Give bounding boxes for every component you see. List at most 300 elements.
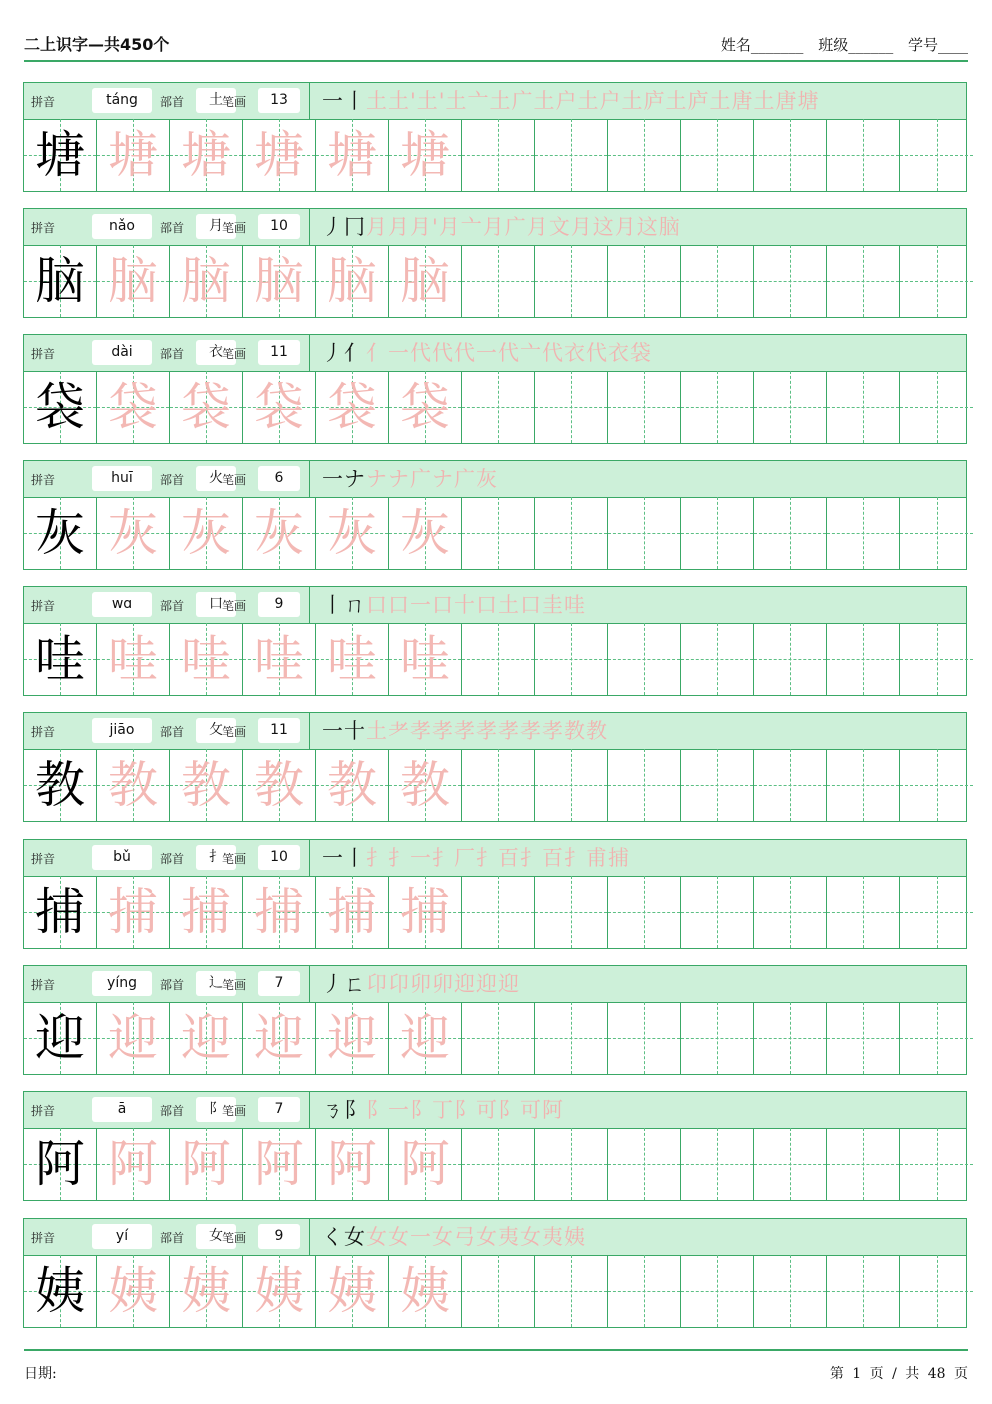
- trace-character-cell: [316, 119, 389, 191]
- trace-character: 脑: [108, 252, 158, 310]
- character-info-bar: [23, 460, 967, 498]
- character-info-bar: [23, 208, 967, 246]
- trace-character: 捕: [108, 883, 158, 941]
- model-character: 哇: [35, 630, 85, 688]
- empty-practice-cell[interactable]: [900, 119, 973, 191]
- empty-practice-cell[interactable]: [462, 1128, 535, 1200]
- radical-label: 部首: [160, 599, 185, 613]
- trace-character: 捕: [181, 883, 231, 941]
- radical-label: 部首: [160, 473, 185, 487]
- stroke-count-label: 笔画: [222, 852, 247, 866]
- stroke-count-value: 9: [258, 592, 300, 617]
- radical-label: 部首: [160, 1104, 185, 1118]
- character-block: [23, 460, 967, 571]
- character-info-bar: [23, 1091, 967, 1129]
- radical-value: 衣: [196, 340, 236, 365]
- writing-grid: [23, 119, 967, 192]
- trace-character: 塘: [181, 126, 231, 184]
- empty-practice-cell[interactable]: [900, 749, 973, 821]
- stroke-order-trace: ナナ广ナ广灰: [366, 467, 498, 491]
- stroke-order: [322, 1223, 962, 1251]
- writing-grid: [23, 876, 967, 949]
- character-block: [23, 334, 967, 445]
- empty-practice-cell[interactable]: [608, 1002, 681, 1074]
- empty-practice-cell[interactable]: [608, 749, 681, 821]
- pinyin-value: bǔ: [92, 845, 152, 870]
- empty-practice-cell[interactable]: [900, 623, 973, 695]
- empty-practice-cell[interactable]: [681, 1255, 754, 1327]
- trace-character: 袋: [254, 378, 304, 436]
- trace-character: 塘: [327, 126, 377, 184]
- trace-character-cell: [389, 1128, 462, 1200]
- trace-character-cell: [97, 371, 170, 443]
- radical-value: 辶: [196, 971, 236, 996]
- writing-grid: [23, 1128, 967, 1201]
- trace-character: 灰: [181, 504, 231, 562]
- stroke-count-value: 7: [258, 971, 300, 996]
- pinyin-value: yíng: [92, 971, 152, 996]
- empty-practice-cell[interactable]: [681, 497, 754, 569]
- character-block: [23, 965, 967, 1076]
- trace-character: 灰: [254, 504, 304, 562]
- trace-character: 哇: [400, 630, 450, 688]
- info-divider: [309, 966, 310, 1002]
- stroke-count-value: 11: [258, 718, 300, 743]
- writing-grid: [23, 245, 967, 318]
- trace-character-cell: [316, 497, 389, 569]
- trace-character: 袋: [327, 378, 377, 436]
- stroke-count-value: 10: [258, 845, 300, 870]
- character-info-bar: [23, 965, 967, 1003]
- empty-practice-cell[interactable]: [608, 1255, 681, 1327]
- stroke-order: [322, 970, 962, 998]
- empty-practice-cell[interactable]: [754, 245, 827, 317]
- empty-practice-cell[interactable]: [535, 497, 608, 569]
- stroke-order-written: 一丨: [322, 89, 366, 113]
- stroke-count-label: 笔画: [222, 599, 247, 613]
- model-character-cell: [24, 623, 97, 695]
- radical-value: 攵: [196, 718, 236, 743]
- info-divider: [309, 713, 310, 749]
- empty-practice-cell[interactable]: [681, 371, 754, 443]
- writing-grid: [23, 623, 967, 696]
- character-block: [23, 1218, 967, 1329]
- character-info-bar: [23, 1218, 967, 1256]
- empty-practice-cell[interactable]: [462, 876, 535, 948]
- stroke-order-written: 一丨: [322, 846, 366, 870]
- empty-practice-cell[interactable]: [608, 876, 681, 948]
- writing-grid: [23, 1002, 967, 1075]
- empty-practice-cell[interactable]: [754, 497, 827, 569]
- empty-practice-cell[interactable]: [900, 1128, 973, 1200]
- empty-practice-cell[interactable]: [608, 623, 681, 695]
- character-info-bar: [23, 586, 967, 624]
- stroke-order: [322, 339, 962, 367]
- stroke-count-value: 6: [258, 466, 300, 491]
- empty-practice-cell[interactable]: [535, 1002, 608, 1074]
- trace-character-cell: [97, 1255, 170, 1327]
- trace-character-cell: [97, 1128, 170, 1200]
- trace-character-cell: [243, 876, 316, 948]
- empty-practice-cell[interactable]: [900, 245, 973, 317]
- empty-practice-cell[interactable]: [681, 1128, 754, 1200]
- model-character: 灰: [35, 504, 85, 562]
- model-character-cell: [24, 371, 97, 443]
- trace-character: 迎: [108, 1009, 158, 1067]
- pinyin-value: táng: [92, 88, 152, 113]
- empty-practice-cell[interactable]: [535, 1255, 608, 1327]
- stroke-count-value: 9: [258, 1224, 300, 1249]
- empty-practice-cell[interactable]: [900, 371, 973, 443]
- empty-practice-cell[interactable]: [462, 245, 535, 317]
- character-info-bar: [23, 839, 967, 877]
- trace-character: 捕: [254, 883, 304, 941]
- trace-character-cell: [389, 749, 462, 821]
- trace-character-cell: [316, 245, 389, 317]
- trace-character-cell: [170, 119, 243, 191]
- trace-character: 脑: [327, 252, 377, 310]
- stroke-count-label: 笔画: [222, 221, 247, 235]
- trace-character: 哇: [254, 630, 304, 688]
- stroke-order-written: 一十: [322, 719, 366, 743]
- empty-practice-cell[interactable]: [827, 1255, 900, 1327]
- empty-practice-cell[interactable]: [462, 1255, 535, 1327]
- stroke-order-trace: 亻一代代代一代亠代衣代衣袋: [366, 341, 652, 365]
- stroke-count-value: 7: [258, 1097, 300, 1122]
- pinyin-value: yí: [92, 1224, 152, 1249]
- trace-character-cell: [316, 876, 389, 948]
- empty-practice-cell[interactable]: [900, 876, 973, 948]
- stroke-order-trace: 卬卬卯卯迎迎迎: [366, 972, 520, 996]
- trace-character-cell: [170, 371, 243, 443]
- writing-grid: [23, 749, 967, 822]
- trace-character: 哇: [108, 630, 158, 688]
- trace-character-cell: [170, 623, 243, 695]
- pinyin-label: 拼音: [31, 1104, 56, 1118]
- trace-character-cell: [97, 497, 170, 569]
- number-field: 学号____: [907, 36, 968, 54]
- trace-character: 姨: [400, 1262, 450, 1320]
- character-info-bar: [23, 712, 967, 750]
- trace-character-cell: [97, 749, 170, 821]
- trace-character: 迎: [254, 1009, 304, 1067]
- student-info: [711, 34, 968, 55]
- trace-character: 姨: [108, 1262, 158, 1320]
- stroke-count-label: 笔画: [222, 725, 247, 739]
- trace-character: 教: [108, 756, 158, 814]
- trace-character: 捕: [400, 883, 450, 941]
- empty-practice-cell[interactable]: [681, 876, 754, 948]
- trace-character-cell: [243, 623, 316, 695]
- empty-practice-cell[interactable]: [900, 1255, 973, 1327]
- stroke-order: [322, 465, 962, 493]
- trace-character-cell: [243, 1002, 316, 1074]
- empty-practice-cell[interactable]: [608, 371, 681, 443]
- stroke-count-value: 13: [258, 88, 300, 113]
- date-label: 日期:: [24, 1366, 57, 1382]
- trace-character-cell: [170, 876, 243, 948]
- trace-character-cell: [97, 119, 170, 191]
- empty-practice-cell[interactable]: [535, 245, 608, 317]
- model-character: 塘: [35, 126, 85, 184]
- empty-practice-cell[interactable]: [754, 371, 827, 443]
- model-character-cell: [24, 876, 97, 948]
- empty-practice-cell[interactable]: [462, 1002, 535, 1074]
- stroke-order-trace: 土土'土'土亠土广土户土户土庐土庐土唐土唐塘: [366, 89, 820, 113]
- pinyin-value: wɑ: [92, 592, 152, 617]
- empty-practice-cell[interactable]: [608, 1128, 681, 1200]
- trace-character: 迎: [181, 1009, 231, 1067]
- empty-practice-cell[interactable]: [681, 1002, 754, 1074]
- name-field: 姓名_______: [720, 36, 804, 54]
- trace-character: 姨: [254, 1262, 304, 1320]
- empty-practice-cell[interactable]: [681, 749, 754, 821]
- empty-practice-cell[interactable]: [535, 749, 608, 821]
- trace-character-cell: [170, 497, 243, 569]
- trace-character: 灰: [327, 504, 377, 562]
- empty-practice-cell[interactable]: [754, 749, 827, 821]
- pinyin-label: 拼音: [31, 852, 56, 866]
- empty-practice-cell[interactable]: [754, 1128, 827, 1200]
- empty-practice-cell[interactable]: [827, 371, 900, 443]
- trace-character-cell: [97, 1002, 170, 1074]
- page-footer: [24, 1349, 968, 1382]
- trace-character-cell: [97, 245, 170, 317]
- trace-character-cell: [389, 1002, 462, 1074]
- empty-practice-cell[interactable]: [754, 1255, 827, 1327]
- trace-character-cell: [243, 119, 316, 191]
- character-info-bar: [23, 334, 967, 372]
- trace-character: 塘: [400, 126, 450, 184]
- trace-character-cell: [389, 245, 462, 317]
- trace-character: 姨: [181, 1262, 231, 1320]
- stroke-order-trace: 土耂孝孝孝孝孝孝孝教教: [366, 719, 608, 743]
- stroke-count-label: 笔画: [222, 95, 247, 109]
- model-character-cell: [24, 1128, 97, 1200]
- empty-practice-cell[interactable]: [827, 245, 900, 317]
- empty-practice-cell[interactable]: [827, 119, 900, 191]
- model-character-cell: [24, 119, 97, 191]
- radical-label: 部首: [160, 347, 185, 361]
- empty-practice-cell[interactable]: [535, 119, 608, 191]
- character-block: [23, 82, 967, 193]
- trace-character: 塘: [108, 126, 158, 184]
- radical-value: 土: [196, 88, 236, 113]
- trace-character: 阿: [327, 1135, 377, 1193]
- stroke-order-written: 一ナ: [322, 467, 366, 491]
- info-divider: [309, 840, 310, 876]
- trace-character: 教: [327, 756, 377, 814]
- trace-character-cell: [316, 749, 389, 821]
- stroke-order-written: 丨ㄇ: [322, 593, 366, 617]
- pinyin-label: 拼音: [31, 978, 56, 992]
- pinyin-value: nǎo: [92, 214, 152, 239]
- trace-character: 塘: [254, 126, 304, 184]
- trace-character-cell: [170, 749, 243, 821]
- trace-character-cell: [316, 371, 389, 443]
- model-character-cell: [24, 749, 97, 821]
- empty-practice-cell[interactable]: [462, 497, 535, 569]
- trace-character: 阿: [108, 1135, 158, 1193]
- stroke-order-written: 丿ㄈ: [322, 972, 366, 996]
- trace-character-cell: [389, 497, 462, 569]
- stroke-order-trace: 月月月'月亠月广月文月这月这脑: [366, 215, 681, 239]
- radical-label: 部首: [160, 1231, 185, 1245]
- empty-practice-cell[interactable]: [535, 1128, 608, 1200]
- pinyin-label: 拼音: [31, 725, 56, 739]
- empty-practice-cell[interactable]: [535, 876, 608, 948]
- writing-grid: [23, 1255, 967, 1328]
- worksheet-title: 二上识字—共450个: [24, 35, 170, 54]
- empty-practice-cell[interactable]: [462, 623, 535, 695]
- stroke-order-trace: 口口一口十口土口圭哇: [366, 593, 586, 617]
- stroke-count-label: 笔画: [222, 1104, 247, 1118]
- trace-character-cell: [389, 119, 462, 191]
- character-block: [23, 839, 967, 950]
- empty-practice-cell[interactable]: [754, 876, 827, 948]
- trace-character-cell: [243, 245, 316, 317]
- character-block: [23, 712, 967, 823]
- info-divider: [309, 461, 310, 497]
- pinyin-label: 拼音: [31, 599, 56, 613]
- stroke-order: [322, 717, 962, 745]
- empty-practice-cell[interactable]: [462, 119, 535, 191]
- model-character-cell: [24, 497, 97, 569]
- empty-practice-cell[interactable]: [827, 497, 900, 569]
- trace-character-cell: [389, 623, 462, 695]
- empty-practice-cell[interactable]: [827, 876, 900, 948]
- empty-practice-cell[interactable]: [681, 119, 754, 191]
- info-divider: [309, 1219, 310, 1255]
- stroke-order: [322, 1096, 962, 1124]
- trace-character-cell: [316, 1002, 389, 1074]
- model-character-cell: [24, 1002, 97, 1074]
- empty-practice-cell[interactable]: [827, 1128, 900, 1200]
- trace-character-cell: [389, 371, 462, 443]
- radical-label: 部首: [160, 221, 185, 235]
- model-character: 阿: [35, 1135, 85, 1193]
- pinyin-label: 拼音: [31, 221, 56, 235]
- stroke-count-value: 11: [258, 340, 300, 365]
- radical-label: 部首: [160, 725, 185, 739]
- trace-character: 袋: [108, 378, 158, 436]
- pinyin-value: huī: [92, 466, 152, 491]
- model-character: 教: [35, 756, 85, 814]
- trace-character-cell: [316, 1128, 389, 1200]
- radical-value: 月: [196, 214, 236, 239]
- stroke-order-trace: 扌扌一扌厂扌百扌百扌甫捕: [366, 846, 630, 870]
- trace-character-cell: [170, 1002, 243, 1074]
- trace-character-cell: [316, 623, 389, 695]
- radical-value: 火: [196, 466, 236, 491]
- character-block: [23, 586, 967, 697]
- empty-practice-cell[interactable]: [608, 245, 681, 317]
- trace-character: 脑: [400, 252, 450, 310]
- writing-grid: [23, 371, 967, 444]
- stroke-count-label: 笔画: [222, 1231, 247, 1245]
- trace-character-cell: [243, 1128, 316, 1200]
- model-character: 迎: [35, 1009, 85, 1067]
- info-divider: [309, 83, 310, 119]
- stroke-count-label: 笔画: [222, 347, 247, 361]
- pinyin-label: 拼音: [31, 95, 56, 109]
- trace-character: 捕: [327, 883, 377, 941]
- empty-practice-cell[interactable]: [900, 1002, 973, 1074]
- empty-practice-cell[interactable]: [681, 245, 754, 317]
- trace-character: 阿: [400, 1135, 450, 1193]
- radical-value: 阝: [196, 1097, 236, 1122]
- info-divider: [309, 1092, 310, 1128]
- writing-grid: [23, 497, 967, 570]
- empty-practice-cell[interactable]: [754, 623, 827, 695]
- empty-practice-cell[interactable]: [827, 623, 900, 695]
- trace-character: 脑: [254, 252, 304, 310]
- trace-character-cell: [170, 1255, 243, 1327]
- empty-practice-cell[interactable]: [681, 623, 754, 695]
- pinyin-label: 拼音: [31, 473, 56, 487]
- trace-character: 脑: [181, 252, 231, 310]
- trace-character: 迎: [400, 1009, 450, 1067]
- empty-practice-cell[interactable]: [754, 119, 827, 191]
- empty-practice-cell[interactable]: [535, 623, 608, 695]
- empty-practice-cell[interactable]: [827, 1002, 900, 1074]
- empty-practice-cell[interactable]: [900, 497, 973, 569]
- trace-character-cell: [389, 876, 462, 948]
- stroke-order: [322, 213, 962, 241]
- character-block: [23, 1091, 967, 1202]
- page-indicator: 第 1 页 / 共 48 页: [829, 1366, 968, 1382]
- radical-value: 女: [196, 1224, 236, 1249]
- stroke-order-trace: 阝一阝丁阝可阝可阿: [366, 1098, 564, 1122]
- info-divider: [309, 209, 310, 245]
- trace-character: 灰: [400, 504, 450, 562]
- trace-character-cell: [97, 876, 170, 948]
- stroke-order-trace: 女女一女弓女夷女夷姨: [366, 1225, 586, 1249]
- radical-value: 口: [196, 592, 236, 617]
- empty-practice-cell[interactable]: [608, 497, 681, 569]
- trace-character-cell: [389, 1255, 462, 1327]
- model-character: 脑: [35, 252, 85, 310]
- stroke-order-written: ㄋ阝: [322, 1098, 366, 1122]
- model-character: 姨: [35, 1262, 85, 1320]
- model-character: 捕: [35, 883, 85, 941]
- empty-practice-cell[interactable]: [462, 371, 535, 443]
- trace-character: 教: [400, 756, 450, 814]
- trace-character: 哇: [181, 630, 231, 688]
- trace-character: 教: [181, 756, 231, 814]
- character-info-bar: [23, 82, 967, 120]
- info-divider: [309, 335, 310, 371]
- trace-character: 教: [254, 756, 304, 814]
- empty-practice-cell[interactable]: [827, 749, 900, 821]
- empty-practice-cell[interactable]: [462, 749, 535, 821]
- empty-practice-cell[interactable]: [608, 119, 681, 191]
- empty-practice-cell[interactable]: [535, 371, 608, 443]
- character-block: [23, 208, 967, 319]
- model-character: 袋: [35, 378, 85, 436]
- trace-character-cell: [243, 1255, 316, 1327]
- pinyin-value: ā: [92, 1097, 152, 1122]
- trace-character: 袋: [181, 378, 231, 436]
- radical-value: 扌: [196, 845, 236, 870]
- page-header: [24, 30, 968, 62]
- info-divider: [309, 587, 310, 623]
- empty-practice-cell[interactable]: [754, 1002, 827, 1074]
- model-character-cell: [24, 245, 97, 317]
- stroke-order: [322, 591, 962, 619]
- trace-character-cell: [97, 623, 170, 695]
- pinyin-value: jiāo: [92, 718, 152, 743]
